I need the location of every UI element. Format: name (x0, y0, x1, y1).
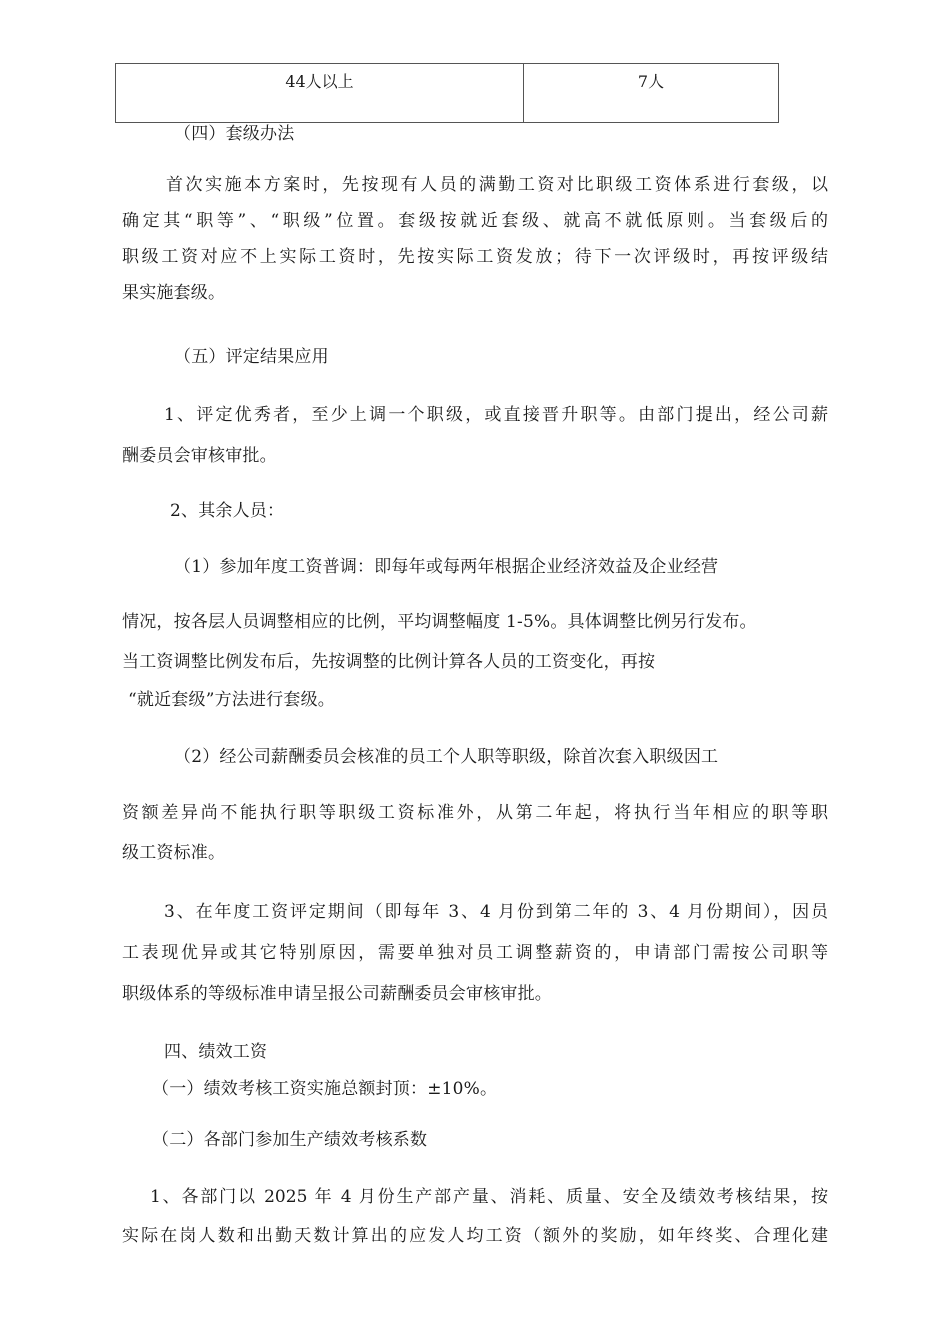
paragraph-line: 职级体系的等级标准申请呈报公司薪酬委员会审核审批。 (122, 984, 552, 1004)
paragraph-line: （2）经公司薪酬委员会核准的员工个人职等职级，除首次套入职级因工 (174, 747, 719, 767)
paragraph-line: 级工资标准。 (122, 843, 226, 863)
paragraph-line: 当工资调整比例发布后，先按调整的比例计算各人员的工资变化，再按 (122, 652, 656, 672)
section-heading: （四）套级办法 (174, 124, 295, 144)
paragraph-line: 3、在年度工资评定期间（即每年 3、4 月份到第二年的 3、4 月份期间），因员 (164, 902, 828, 922)
paragraph-line: 实际在岗人数和出勤天数计算出的应发人均工资（额外的奖励，如年终奖、合理化建 (122, 1226, 828, 1246)
paragraph-line: （1）参加年度工资普调：即每年或每两年根据企业经济效益及企业经营 (174, 557, 719, 577)
section-heading: 四、绩效工资 (164, 1042, 268, 1062)
paragraph-line: 1、评定优秀者，至少上调一个职级，或直接晋升职等。由部门提出，经公司薪 (164, 405, 828, 425)
paragraph-line: “就近套级”方法进行套级。 (128, 690, 335, 710)
paragraph-line: 首次实施本方案时，先按现有人员的满勤工资对比职级工资体系进行套级，以 (166, 175, 828, 195)
paragraph-line: 情况，按各层人员调整相应的比例，平均调整幅度 1-5%。具体调整比例另行发布。 (122, 612, 757, 632)
headcount-table-fragment (115, 63, 779, 123)
table-cell: 44人以上 (116, 64, 524, 123)
paragraph-line: 果实施套级。 (122, 283, 226, 303)
paragraph-line: 资额差异尚不能执行职等职级工资标准外，从第二年起，将执行当年相应的职等职 (122, 803, 828, 823)
paragraph-line: 职级工资对应不上实际工资时，先按实际工资发放；待下一次评级时，再按评级结 (122, 247, 828, 267)
list-item: 2、其余人员： (170, 501, 285, 521)
paragraph-line: 酬委员会审核审批。 (122, 446, 277, 466)
table-row (116, 64, 779, 123)
paragraph-line: 工表现优异或其它特别原因，需要单独对员工调整薪资的，申请部门需按公司职等 (122, 943, 828, 963)
paragraph-line: 1、各部门以 2025 年 4 月份生产部产量、消耗、质量、安全及绩效考核结果，按 (150, 1187, 828, 1207)
table-cell: 7人 (524, 64, 779, 123)
paragraph-line: （一）绩效考核工资实施总额封顶：±10%。 (152, 1079, 498, 1099)
paragraph-line: 确定其“职等”、“职级”位置。套级按就近套级、就高不就低原则。当套级后的 (122, 211, 828, 231)
section-heading: （二）各部门参加生产绩效考核系数 (152, 1130, 428, 1150)
section-heading: （五）评定结果应用 (174, 347, 329, 367)
